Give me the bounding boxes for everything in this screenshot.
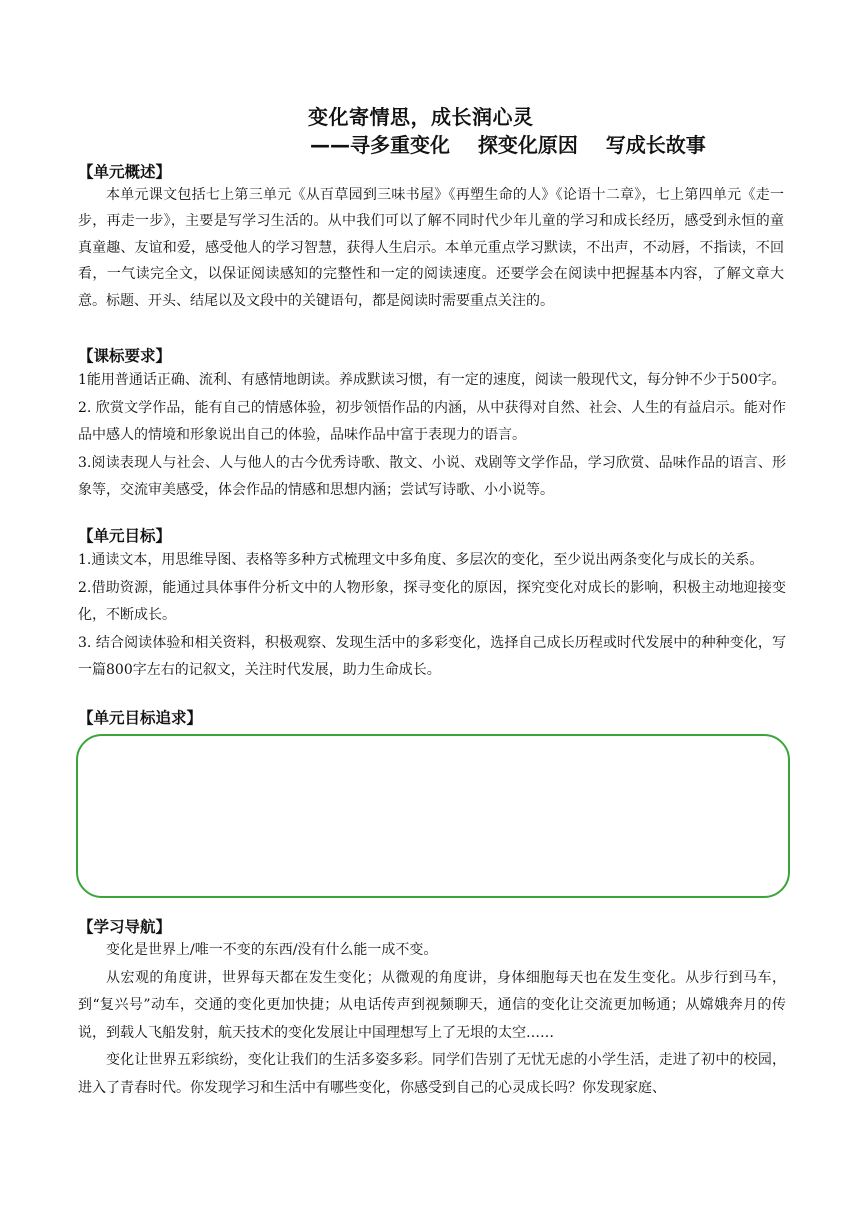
goals-item: 1.通读文本，用思维导图、表格等多种方式梳理文中多角度、多层次的变化，至少说出两条变化与成长的关系。: [78, 552, 764, 568]
pursuit-answer-box[interactable]: [76, 734, 790, 898]
guide-paragraph: 变化是世界上/唯一不变的东西/没有什么能一成不变。: [106, 942, 438, 958]
standards-list: [78, 367, 786, 505]
standards-item: 2. 欣赏文学作品，能有自己的情感体验，初步领悟作品的内涵，从中获得对自然、社会、人生的有益启示。能对作品中感人的情境和形象说出自己的体验，品味作品中富于表现力的语言。: [78, 399, 786, 443]
goals-item: 3. 结合阅读体验和相关资料，积极观察、发现生活中的多彩变化，选择自己成长历程或时代发展中的种种变化，写一篇800字左右的记叙文，关注时代发展，助力生命成长。: [78, 634, 786, 678]
guide-text: [78, 937, 786, 1102]
guide-paragraph: 变化让世界五彩缤纷，变化让我们的生活多姿多彩。同学们告别了无忧无虑的小学生活，走进了初中的校园，进入了青春时代。你发现学习和生活中有哪些变化，你感受到自己的心灵成长吗？你发现家庭、: [78, 1052, 786, 1096]
overview-heading: 【单元概述】: [78, 163, 172, 181]
page-title: 变化寄情思，成长润心灵: [308, 105, 534, 129]
standards-item: 1能用普通话正确、流利、有感情地朗读。养成默读习惯，有一定的速度，阅读一般现代文，每分钟不少于500字。: [78, 372, 786, 388]
overview-text: 本单元课文包括七上第三单元《从百草园到三味书屋》《再塑生命的人》《论语十二章》，七上第四单元《走一步，再走一步》，主要是写学习生活的。从中我们可以了解不同时代少年儿童的学习和成长经历，感受到永恒的童真童趣、友谊和爱，感受他人的学习智慧，获得人生启示。本单元重点学习默读，不出声，不动唇，不指读，不回看，一气读完全文，以保证阅读感知的完整性和一定的阅读速度。还要学会在阅读中把握基本内容，了解文章大意。标题、开头、结尾以及文段中的关键语句，都是阅读时需要重点关注的。: [78, 187, 784, 309]
guide-paragraph: 从宏观的角度讲，世界每天都在发生变化；从微观的角度讲，身体细胞每天也在发生变化。从步行到马车，到“复兴号”动车，交通的变化更加快捷；从电话传声到视频聊天，通信的变化让交流更加畅通；从嫦娥奔月的传说，到载人飞船发射，航天技术的变化发展让中国理想写上了无垠的太空……: [78, 969, 786, 1041]
pursuit-heading: 【单元目标追求】: [78, 709, 203, 727]
goals-item: 2.借助资源，能通过具体事件分析文中的人物形象，探寻变化的原因，探究变化对成长的影响，积极主动地迎接变化，不断成长。: [78, 579, 786, 623]
page-subtitle: ——寻多重变化 探变化原因 写成长故事: [310, 133, 706, 157]
guide-heading: 【学习导航】: [78, 918, 172, 936]
standards-item: 3.阅读表现人与社会、人与他人的古今优秀诗歌、散文、小说、戏剧等文学作品，学习欣赏、品味作品的语言、形象等，交流审美感受，体会作品的情感和思想内涵；尝试写诗歌、小小说等。: [78, 454, 786, 498]
goals-list: [78, 547, 786, 685]
standards-heading: 【课标要求】: [78, 347, 172, 365]
goals-heading: 【单元目标】: [78, 527, 172, 545]
